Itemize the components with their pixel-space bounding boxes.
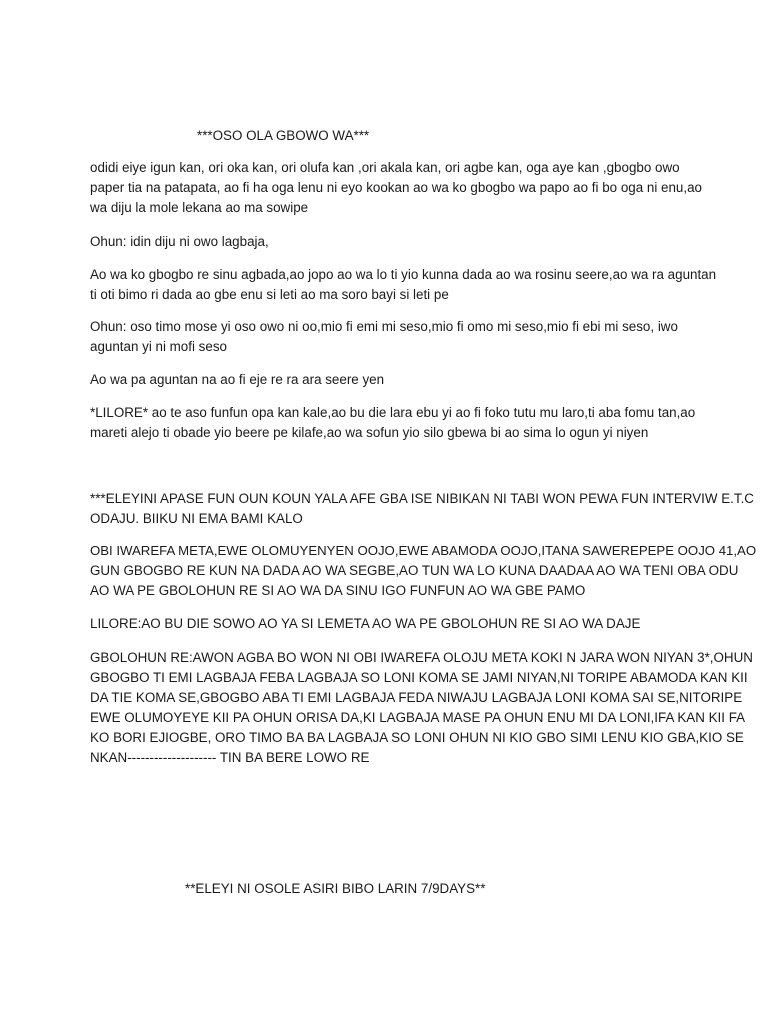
para9: LILORE:AO BU DIE SOWO AO YA SI LEMETA AO WA PE GBOLOHUN RE SI AO WA DAJE [90, 616, 641, 631]
para10-line6: NKAN-------------------- TIN BA BERE LOWO RE [90, 750, 370, 765]
document-footer-heading: **ELEYI NI OSOLE ASIRI BIBO LARIN 7/9DAYS** [185, 881, 486, 896]
para10-line3: DA TIE KOMA SE,GBOGBO ABA TI EMI LAGBAJA FEDA NIWAJU LAGBAJA LONI KOMA SAI SE,NITORIPE [90, 690, 743, 705]
para2: Ohun: idin diju ni owo lagbaja, [90, 234, 269, 249]
para7-line1: ***ELEYINI APASE FUN OUN KOUN YALA AFE GBA ISE NIBIKAN NI TABI WON PEWA FUN INTERVIW E.T.C [90, 491, 754, 506]
para3-line1: Ao wa ko gbogbo re sinu agbada,ao jopo ao wa lo ti yio kunna dada ao wa rosinu seere,ao wa ra aguntan [90, 267, 717, 282]
para1-line1: odidi eiye igun kan, ori oka kan, ori olufa kan ,ori akala kan, ori agbe kan, oga aye kan ,gbogbo owo [90, 160, 680, 175]
para5: Ao wa pa aguntan na ao fi eje re ra ara seere yen [90, 372, 385, 387]
para7-line2: ODAJU. BIIKU NI EMA BAMI KALO [90, 511, 303, 526]
para10-line2: GBOGBO TI EMI LAGBAJA FEBA LAGBAJA SO LONI KOMA SE JAMI NIYAN,NI TORIPE ABAMODA KAN KII [90, 670, 748, 685]
para6-line1: *LILORE* ao te aso funfun opa kan kale,ao bu die lara ebu yi ao fi foko tutu mu laro,ti aba fomu tan,ao [90, 405, 696, 420]
para10-line4: EWE OLUMOYEYE KII PA OHUN ORISA DA,KI LAGBAJA MASE PA OHUN ENU MI DA LONI,IFA KAN KII FA [90, 710, 746, 725]
para10-line1: GBOLOHUN RE:AWON AGBA BO WON NI OBI IWAREFA OLOJU META KOKI N JARA WON NIYAN 3*,OHUN [90, 650, 753, 665]
para10-line5: KO BORI EJIOGBE, ORO TIMO BA BA LAGBAJA SO LONI OHUN NI KIO GBO SIMI LENU KIO GBA,KIO SE [90, 730, 744, 745]
para8-line1: OBI IWAREFA META,EWE OLOMUYENYEN OOJO,EWE ABAMODA OOJO,ITANA SAWEREPEPE OOJO 41,AO [90, 543, 757, 558]
para6-line2: mareti alejo ti obade yio beere pe kilafe,ao wa sofun yio silo gbewa bi ao sima lo ogun yi niyen [90, 425, 649, 440]
para1-line3: wa diju la mole lekana ao ma sowipe [90, 200, 309, 215]
para4-line1: Ohun: oso timo mose yi oso owo ni oo,mio fi emi mi seso,mio fi omo mi seso,mio fi ebi mi seso, iwo [90, 319, 678, 334]
para1-line2: paper tia na patapata, ao fi ha oga lenu ni eyo kookan ao wa ko gbogbo wa papo ao fi bo oga ni enu,ao [90, 180, 702, 195]
para8-line2: GUN GBOGBO RE KUN NA DADA AO WA SEGBE,AO TUN WA LO KUNA DAADAA AO WA TENI OBA ODU [90, 563, 739, 578]
document-title: ***OSO OLA GBOWO WA*** [197, 128, 370, 143]
para3-line2: ti oti bimo ri dada ao gbe enu si leti ao ma soro bayi si leti pe [90, 287, 449, 302]
para4-line2: aguntan yi ni mofi seso [90, 339, 227, 354]
para8-line3: AO WA PE GBOLOHUN RE SI AO WA DA SINU IGO FUNFUN AO WA GBE PAMO [90, 583, 586, 598]
